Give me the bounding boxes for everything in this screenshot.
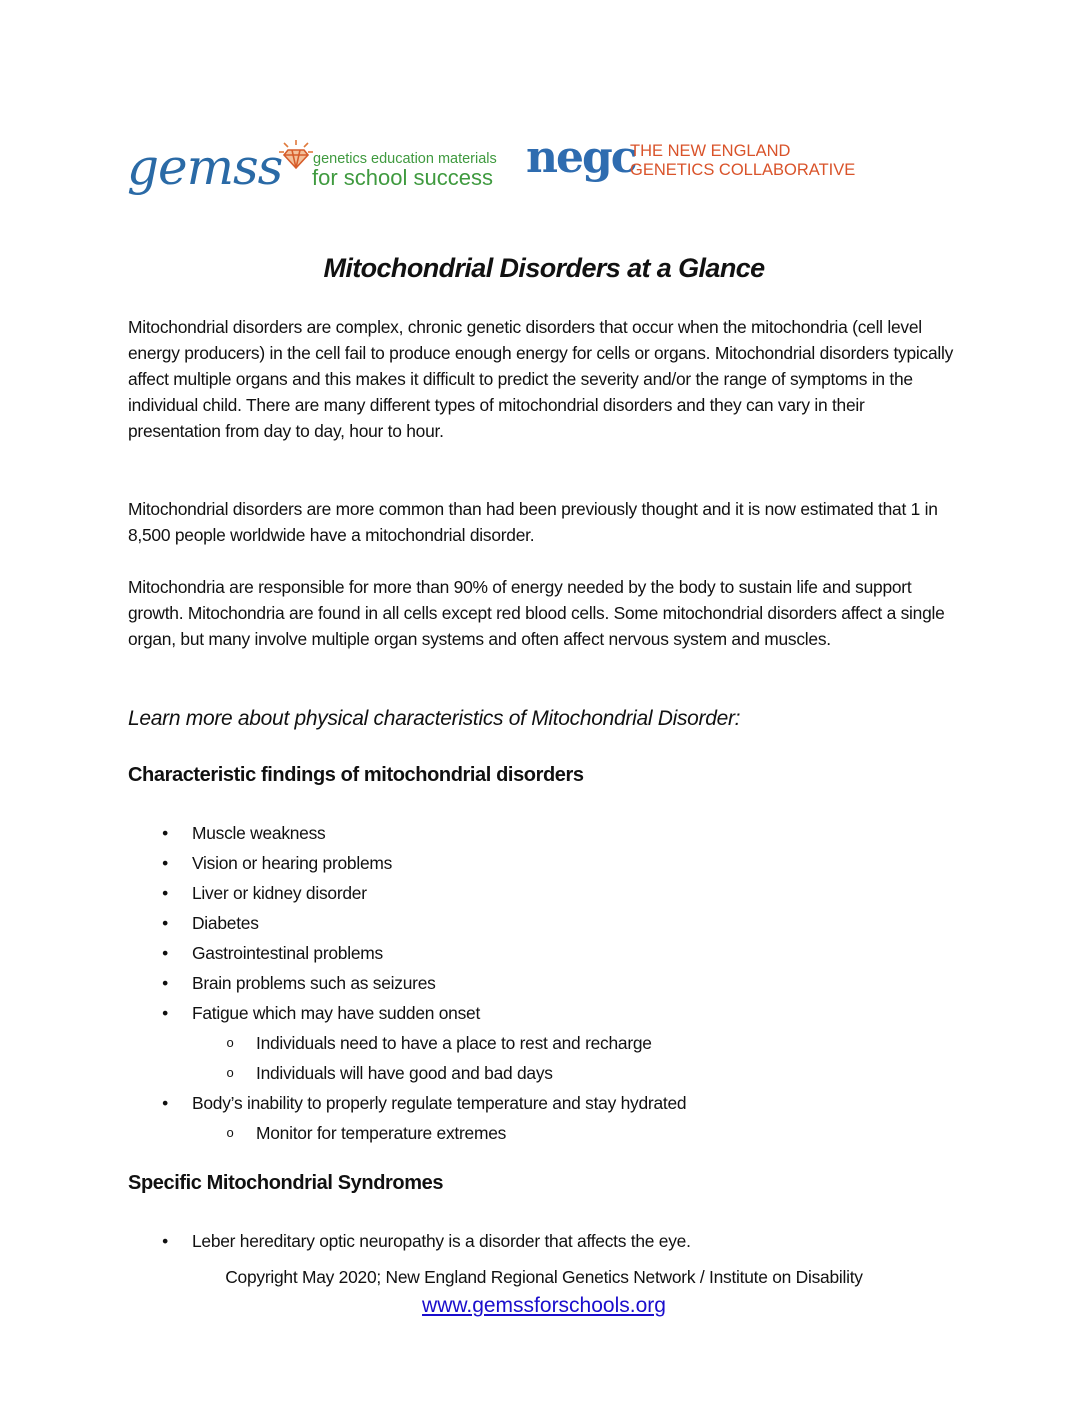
specific-syndromes-list xyxy=(128,1228,948,1258)
section-heading-specific-syndromes: Specific Mitochondrial Syndromes xyxy=(128,1172,444,1194)
gemss-wordmark: gemss xyxy=(127,138,283,196)
list-item xyxy=(128,1228,948,1258)
list-item-text: Brain problems such as seizures xyxy=(192,973,436,993)
gemss-tagline-line2: for school success xyxy=(312,165,493,190)
hollow-bullet-icon: o xyxy=(226,1035,234,1050)
list-item-text: Leber hereditary optic neuropathy is a disorder that affects the eye. xyxy=(192,1231,691,1251)
sub-list-item xyxy=(128,1120,948,1150)
bullet-icon: • xyxy=(162,973,168,993)
mitochondria-function-paragraph: Mitochondria are responsible for more than 90% of energy needed by the body to sustain life and support growth. Mitochondria are found in all cells except red blood cells. Some mitochondrial disorders affect a single organ, but many involve multiple organ systems and often affect nervous system and muscles. xyxy=(128,577,945,649)
list-item-text: Gastrointestinal problems xyxy=(192,943,383,963)
list-item-text: Fatigue which may have sudden onset xyxy=(192,1003,481,1023)
list-item-text: Diabetes xyxy=(192,913,259,933)
learn-more-heading: Learn more about physical characteristics of Mitochondrial Disorder: xyxy=(128,707,741,730)
list-item-text: Body’s inability to properly regulate temperature and stay hydrated xyxy=(192,1093,687,1113)
hollow-bullet-icon: o xyxy=(226,1065,234,1080)
bullet-icon: • xyxy=(162,853,168,873)
negc-logo xyxy=(526,132,856,189)
list-item xyxy=(128,970,948,1000)
intro-paragraph: Mitochondrial disorders are complex, chronic genetic disorders that occur when the mitochondria (cell level energy producers) in the cell fail to produce enough energy for cells or organs. Mitochondrial disorders typically affect multiple organs and this makes it difficult to predict the severity and/or the range of symptoms in the individual child. There are many different types of mitochondrial disorders and they can vary in their presentation from day to day, hour to hour. xyxy=(128,317,954,441)
list-item xyxy=(128,940,948,970)
bullet-icon: • xyxy=(162,913,168,933)
prevalence-paragraph: Mitochondrial disorders are more common than had been previously thought and it is now estimated that 1 in 8,500 people worldwide have a mitochondrial disorder. xyxy=(128,499,938,545)
list-item-text: Vision or hearing problems xyxy=(192,853,393,873)
bullet-icon: • xyxy=(162,883,168,903)
list-item-text: Liver or kidney disorder xyxy=(192,883,367,903)
negc-tagline-line2: GENETICS COLLABORATIVE xyxy=(630,161,856,179)
list-item xyxy=(128,820,948,850)
gemss-tagline-line1: genetics education materials xyxy=(313,151,497,167)
list-item-text: Individuals need to have a place to rest and recharge xyxy=(256,1033,652,1053)
list-item-text: Muscle weakness xyxy=(192,823,326,843)
list-item xyxy=(128,910,948,940)
list-item xyxy=(128,880,948,910)
bullet-icon: • xyxy=(162,1093,168,1113)
list-item-text: Individuals will have good and bad days xyxy=(256,1063,553,1083)
list-item xyxy=(128,1090,948,1120)
sub-list-item xyxy=(128,1060,948,1090)
bullet-icon: • xyxy=(162,943,168,963)
footer-copyright: Copyright May 2020; New England Regional Genetics Network / Institute on Disability xyxy=(225,1267,863,1287)
sub-list-item xyxy=(128,1030,948,1060)
bullet-icon: • xyxy=(162,1231,168,1251)
footer-website xyxy=(0,1292,1088,1320)
bullet-icon: • xyxy=(162,823,168,843)
diamond-gem-icon xyxy=(279,140,313,170)
negc-wordmark: negc xyxy=(526,132,636,183)
list-item-text: Monitor for temperature extremes xyxy=(256,1123,507,1143)
gemss-logo xyxy=(127,138,497,200)
bullet-icon: • xyxy=(162,1003,168,1023)
characteristic-findings-list xyxy=(128,820,948,1150)
hollow-bullet-icon: o xyxy=(226,1125,234,1140)
negc-tagline-line1: THE NEW ENGLAND xyxy=(630,142,791,160)
list-item xyxy=(128,850,948,880)
list-item xyxy=(128,1000,948,1030)
page-title: Mitochondrial Disorders at a Glance xyxy=(323,253,765,283)
website-link[interactable]: www.gemssforschools.org xyxy=(422,1294,666,1317)
section-heading-characteristic-findings: Characteristic findings of mitochondrial disorders xyxy=(128,764,584,786)
